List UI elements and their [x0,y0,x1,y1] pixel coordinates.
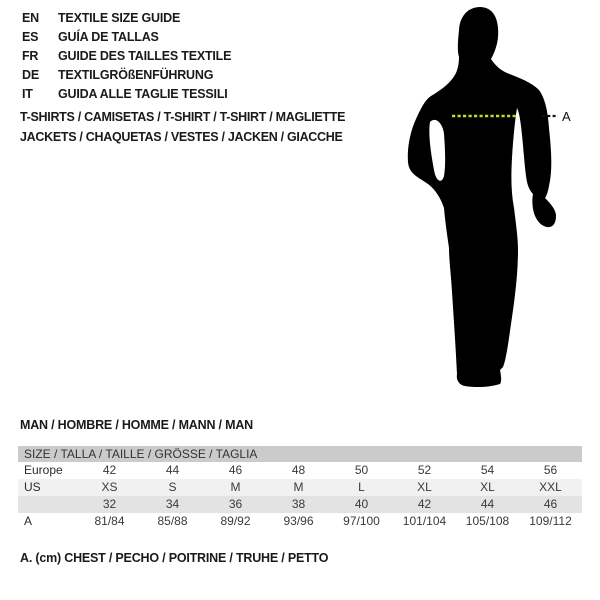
table-cell: 97/100 [343,514,380,528]
language-code: ES [22,30,39,44]
man-silhouette-figure [398,0,578,395]
table-row-us [18,479,582,496]
table-cell: XXL [539,480,562,494]
table-cell: 93/96 [283,514,314,528]
row-label [18,496,78,513]
table-cell: 44 [480,497,495,511]
row-label: Europe [24,463,63,477]
table-cell: 81/84 [94,514,125,528]
table-cell: XL [417,480,432,494]
language-list [22,9,231,104]
language-code: IT [22,87,33,101]
size-table [18,446,582,530]
table-cell: M [230,480,241,494]
list-item [22,66,231,85]
product-line-jackets: JACKETS / CHAQUETAS / VESTES / JACKEN / GIACCHE [20,130,343,144]
table-cell: XS [101,480,118,494]
table-cell: 52 [417,463,432,477]
product-categories [20,107,345,147]
table-cell: XL [480,480,495,494]
product-line-tshirts: T-SHIRTS / CAMISETAS / T-SHIRT / T-SHIRT / MAGLIETTE [20,110,346,124]
list-item [22,9,231,28]
list-item [22,28,231,47]
section-title-man: MAN / HOMBRE / HOMME / MANN / MAN [20,418,253,432]
table-cell: 44 [165,463,180,477]
table-cell: 54 [480,463,495,477]
language-code: FR [22,49,39,63]
table-cell: 56 [543,463,558,477]
table-cell: S [168,480,177,494]
table-cell: 46 [543,497,558,511]
table-cell: M [293,480,304,494]
table-cell: 40 [354,497,369,511]
table-cell: 48 [291,463,306,477]
list-item [22,47,231,66]
table-cell: 32 [102,497,117,511]
language-label: TEXTILE SIZE GUIDE [58,11,181,25]
table-cell: 46 [228,463,243,477]
table-cell: 101/104 [402,514,447,528]
table-cell: 34 [165,497,180,511]
table-cell: L [358,480,365,494]
table-cell: 85/88 [157,514,188,528]
table-row-chest-a [18,513,582,530]
language-label: GUIDA ALLE TAGLIE TESSILI [58,87,228,101]
row-label: US [24,480,41,494]
table-cell: 89/92 [220,514,251,528]
table-cell: 105/108 [465,514,510,528]
measurement-footnote: A. (cm) CHEST / PECHO / POITRINE / TRUHE / PETTO [20,551,329,565]
table-row-us-numeric [18,496,582,513]
man-silhouette-svg [398,0,578,395]
table-cell: 50 [354,463,369,477]
language-code: EN [22,11,39,25]
table-cell: 36 [228,497,243,511]
language-label: GUIDE DES TAILLES TEXTILE [58,49,232,63]
table-row-europe [18,462,582,479]
table-cell: 109/112 [529,514,572,528]
language-label: TEXTILGRÖßENFÜHRUNG [58,68,214,82]
table-cell: 38 [291,497,306,511]
table-cell: 42 [102,463,117,477]
list-item [22,85,231,104]
table-cell: 42 [417,497,432,511]
chest-marker-label: A [562,109,571,124]
language-code: DE [22,68,39,82]
row-label: A [24,514,33,528]
language-label: GUÍA DE TALLAS [58,30,159,44]
man-silhouette [408,7,556,387]
size-table-header: SIZE / TALLA / TAILLE / GRÖSSE / TAGLIA [18,446,582,462]
